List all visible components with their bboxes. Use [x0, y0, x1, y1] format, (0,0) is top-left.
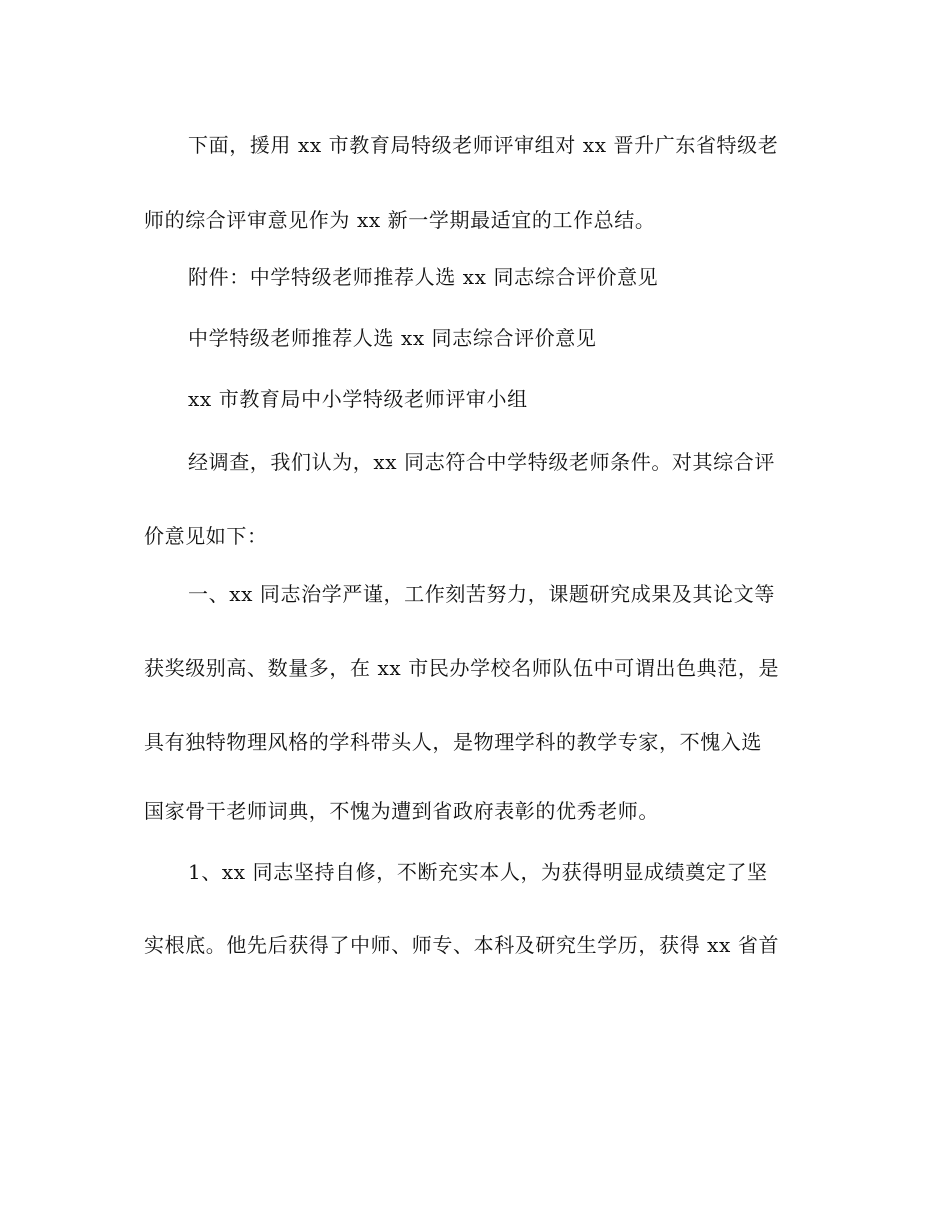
paragraph-line: 国家骨干老师词典，不愧为遭到省政府表彰的优秀老师。	[144, 799, 659, 823]
paragraph-line: 1、xx 同志坚持自修，不断充实本人，为获得明显成绩奠定了坚	[188, 860, 768, 884]
paragraph-line: 经调查，我们认为，xx 同志符合中学特级老师条件。对其综合评	[188, 450, 775, 474]
paragraph-line: 实根底。他先后获得了中师、师专、本科及研究生学历，获得 xx 省首	[144, 933, 780, 957]
paragraph-line: 下面，援用 xx 市教育局特级老师评审组对 xx 晋升广东省特级老	[188, 133, 779, 157]
paragraph-line: 价意见如下：	[144, 524, 268, 548]
paragraph-line: 中学特级老师推荐人选 xx 同志综合评价意见	[188, 326, 597, 350]
paragraph-line: 师的综合评审意见作为 xx 新一学期最适宜的工作总结。	[144, 208, 656, 232]
paragraph-line: xx 市教育局中小学特级老师评审小组	[188, 387, 528, 411]
paragraph-line: 具有独特物理风格的学科带头人，是物理学科的教学专家，不愧入选	[144, 730, 762, 754]
paragraph-line: 附件：中学特级老师推荐人选 xx 同志综合评价意见	[188, 265, 659, 289]
paragraph-line: 获奖级别高、数量多，在 xx 市民办学校名师队伍中可谓出色典范，是	[144, 656, 780, 680]
paragraph-line: 一、xx 同志治学严谨，工作刻苦努力，课题研究成果及其论文等	[188, 582, 775, 606]
